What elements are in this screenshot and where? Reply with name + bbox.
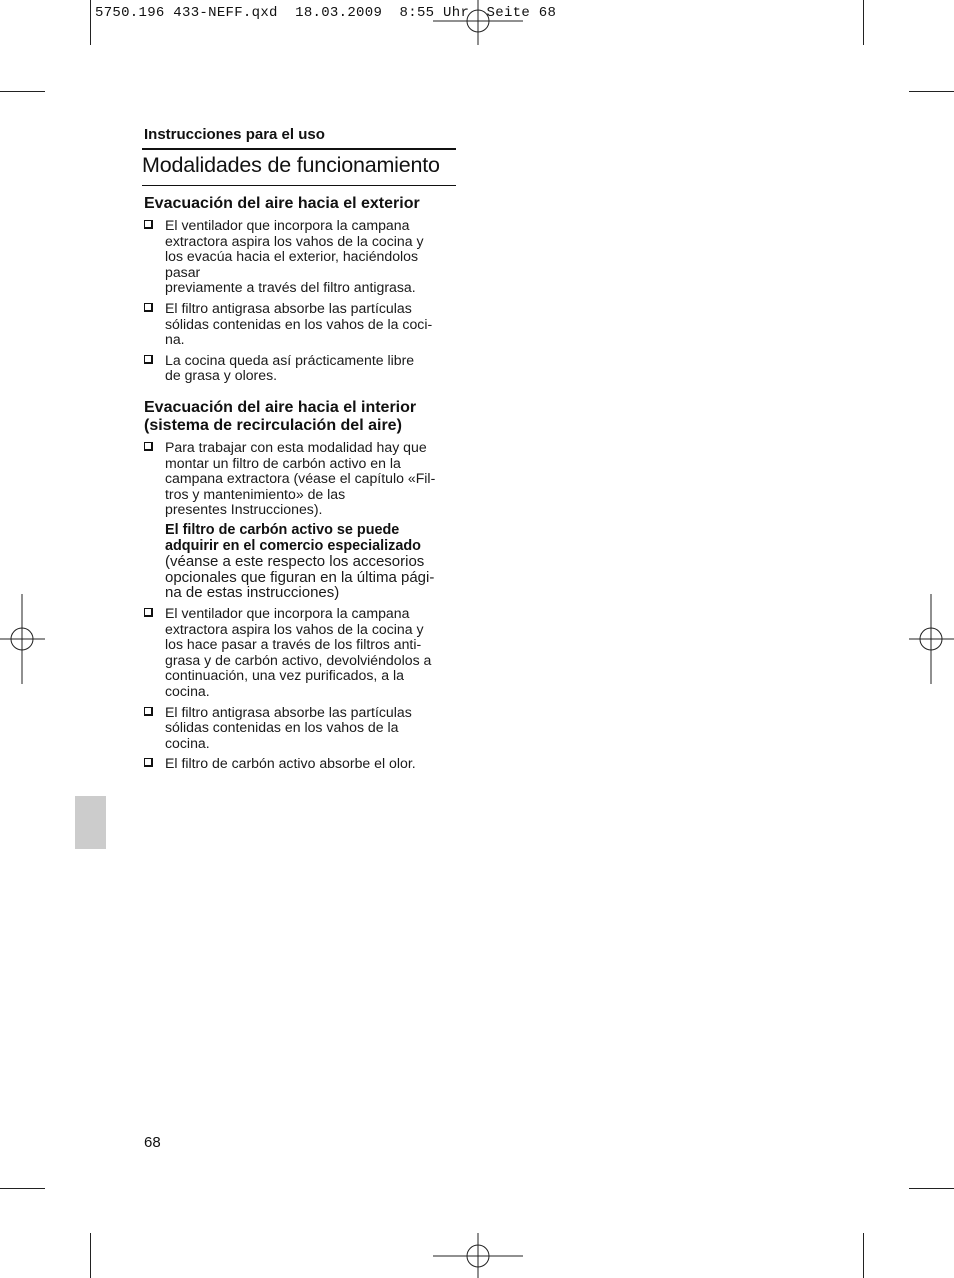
section-interior xyxy=(144,399,456,772)
list-item: La cocina queda así prácticamente libre de grasa y olores. xyxy=(144,353,456,384)
crop-mark xyxy=(90,0,91,45)
page-number: 68 xyxy=(144,1134,161,1151)
registration-mark-icon xyxy=(0,594,45,684)
crop-mark xyxy=(909,1188,954,1189)
registration-mark-icon xyxy=(909,594,954,684)
list-item: El filtro antigrasa absorbe las partículas sólidas contenidas en los vahos de la cocina. xyxy=(144,705,456,752)
list-item: Para trabajar con esta modalidad hay que montar un filtro de carbón activo en la campana extractora (véase el capítulo «Fil- tros y mantenimiento» de las presentes Instrucciones). xyxy=(144,440,456,518)
crop-mark xyxy=(90,1233,91,1278)
registration-mark-icon xyxy=(433,1233,523,1278)
checkbox-bullet-icon xyxy=(144,442,153,451)
list-item: El filtro antigrasa absorbe las partículas sólidas contenidas en los vahos de la coci- na. xyxy=(144,301,456,348)
page-title: Modalidades de funcionamiento xyxy=(142,153,440,177)
language-tab xyxy=(75,796,106,849)
crop-mark xyxy=(909,91,954,92)
checkbox-bullet-icon xyxy=(144,220,153,229)
crop-mark xyxy=(863,1233,864,1278)
checkbox-bullet-icon xyxy=(144,758,153,767)
divider xyxy=(142,148,456,150)
list-item: El ventilador que incorpora la campana extractora aspira los vahos de la cocina y los evacúa hacia el exterior, haciéndolos pasar previamente a través del filtro antigrasa. xyxy=(144,218,456,296)
list-item: El ventilador que incorpora la campana extractora aspira los vahos de la cocina y los hace pasar a través de los filtros anti- grasa y de carbón activo, devolviéndolos a continuación, una vez purificados, a la cocina. xyxy=(144,606,456,700)
note-paragraph: El filtro de carbón activo se puede adquirir en el comercio especializado (véanse a este respecto los accesorios opcionales que figuran en la última pági- na de estas instrucciones) xyxy=(165,521,435,602)
section-exterior xyxy=(144,195,456,384)
file-slug: 5750.196 433-NEFF.qxd 18.03.2009 8:55 Uhr Seite 68 xyxy=(95,5,557,21)
checkbox-bullet-icon xyxy=(144,707,153,716)
checkbox-bullet-icon xyxy=(144,608,153,617)
list-item: El filtro de carbón activo absorbe el olor. xyxy=(144,756,456,772)
section-heading: Evacuación del aire hacia el interior (sistema de recirculación del aire) xyxy=(144,399,417,434)
crop-mark xyxy=(863,0,864,45)
crop-mark xyxy=(0,1188,45,1189)
crop-mark xyxy=(0,91,45,92)
checkbox-bullet-icon xyxy=(144,303,153,312)
header-label: Instrucciones para el uso xyxy=(144,126,325,143)
divider xyxy=(142,185,456,186)
checkbox-bullet-icon xyxy=(144,355,153,364)
section-heading: Evacuación del aire hacia el exterior xyxy=(144,195,420,212)
